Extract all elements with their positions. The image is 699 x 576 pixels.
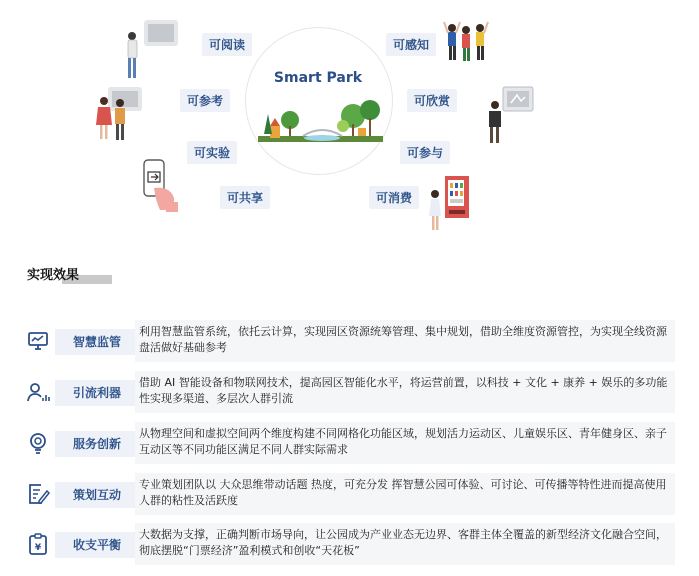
effect-description: 从物理空间和虚拟空间两个维度构建不同网格化功能区域，规划活力运动区、儿童娱乐区、青年健身区、亲子互动区等不同功能区满足不同人群实际需求 xyxy=(135,422,675,464)
effect-row-planning-interaction xyxy=(26,475,674,513)
tag-appreciate: 可欣赏 xyxy=(407,89,457,112)
section-title: 实现效果 xyxy=(27,268,80,283)
lightbulb-icon xyxy=(26,431,50,455)
tag-read: 可阅读 xyxy=(202,33,252,56)
couple-illustration xyxy=(90,85,146,143)
document-edit-icon xyxy=(26,482,50,506)
effect-row-traffic-tool xyxy=(26,373,674,411)
effect-description: 借助 AI 智能设备和物联网技术，提高园区智能化水平，将运营前置，以科技 + 文化 + 康养 + 娱乐的多功能性实现多渠道、多层次人群引流 xyxy=(135,371,675,413)
tag-share: 可共享 xyxy=(220,186,270,209)
diagram-title: Smart Park xyxy=(273,70,363,86)
effect-row-smart-supervision xyxy=(26,322,674,360)
effect-description: 大数据为支撑，正确判断市场导向，让公园成为产业业态无边界、客群主体全覆盖的新型经济文化融合空间，彻底摆脱“门票经济”盈利模式和创收“天花板” xyxy=(135,523,675,565)
effect-row-service-innovation xyxy=(26,424,674,462)
tag-experiment: 可实验 xyxy=(187,141,237,164)
monitor-chart-icon xyxy=(26,329,50,353)
effect-description: 利用智慧监管系统，依托云计算，实现园区资源统筹管理、集中规划，借助全维度资源管控，为实现全线资源盘活做好基础参考 xyxy=(135,320,675,362)
svg-text:¥: ¥ xyxy=(34,543,42,553)
cheering-group-illustration xyxy=(442,18,490,64)
tag-participate: 可参与 xyxy=(400,141,450,164)
hand-phone-illustration xyxy=(140,158,182,212)
effect-row-balance xyxy=(26,525,674,563)
art-viewer-illustration xyxy=(485,85,537,147)
yuan-clipboard-icon xyxy=(26,532,50,556)
effect-label: 引流利器 xyxy=(55,380,139,406)
effect-label: 智慧监管 xyxy=(55,329,139,355)
reading-person-illustration xyxy=(120,18,180,80)
effect-description: 专业策划团队以 大众思维带动话题 热度，可充分发 挥智慧公园可体验、可讨论、可传播等特性进而提高使用人群的粘性及活跃度 xyxy=(135,473,675,515)
users-traffic-icon xyxy=(26,380,50,404)
tag-reference: 可参考 xyxy=(180,89,230,112)
vending-machine-illustration xyxy=(425,174,475,234)
tag-perceive: 可感知 xyxy=(386,33,436,56)
park-illustration xyxy=(258,100,383,150)
effect-label: 收支平衡 xyxy=(55,532,139,558)
effect-label: 策划互动 xyxy=(55,482,139,508)
tag-consume: 可消费 xyxy=(369,186,419,209)
effect-label: 服务创新 xyxy=(55,431,139,457)
